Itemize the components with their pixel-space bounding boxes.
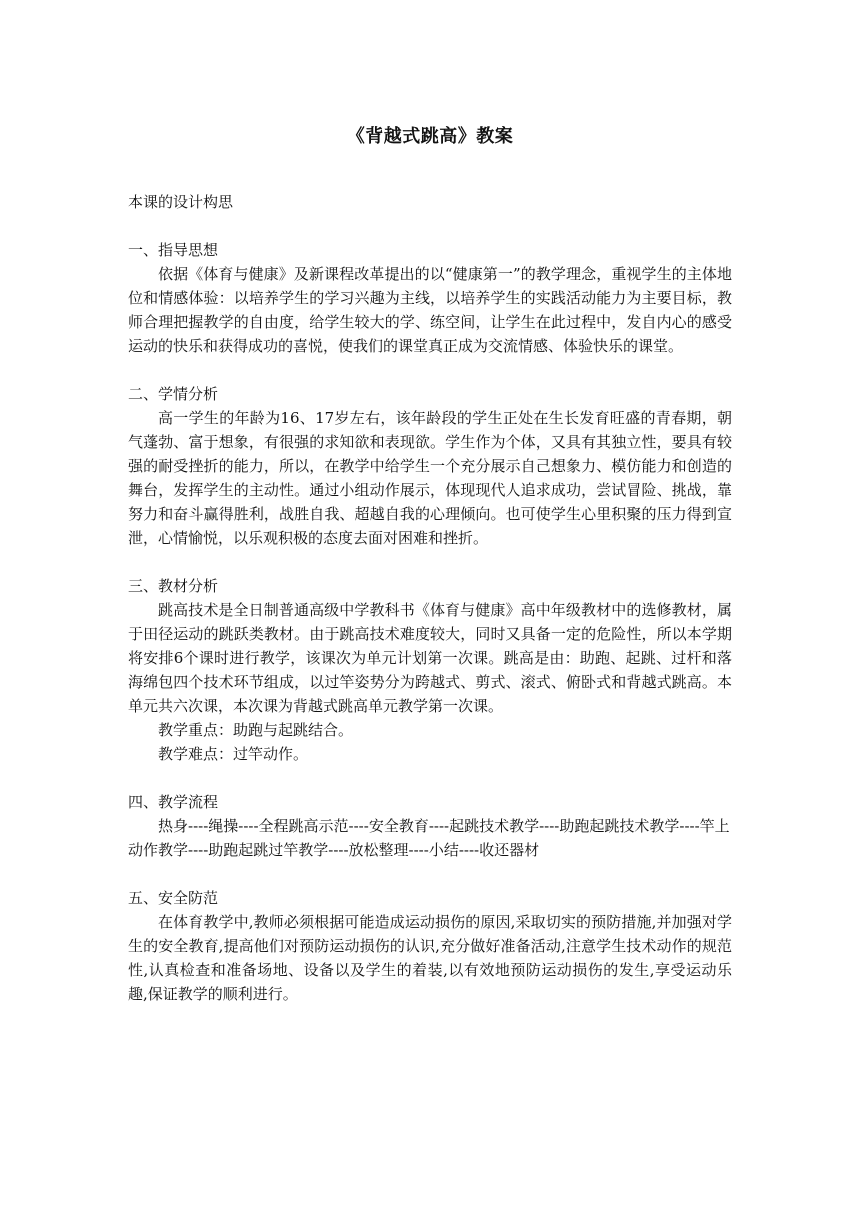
design-concept-heading: 本课的设计构思	[128, 193, 234, 211]
section-heading: 一、指导思想	[128, 241, 219, 259]
section-material-analysis	[128, 574, 732, 766]
document-body	[128, 122, 732, 1030]
section-paragraph: 高一学生的年龄为16、17岁左右，该年龄段的学生正处在生长发育旺盛的青春期，朝气蓬勃、富于想象，有很强的求知欲和表现欲。学生作为个体，又具有其独立性，要具有较强的耐受挫折的能力，所以，在教学中给学生一个充分展示自己想象力、模仿能力和创造的舞台，发挥学生的主动性。通过小组动作展示，体现现代人追求成功，尝试冒险、挑战，靠努力和奋斗赢得胜利，战胜自我、超越自我的心理倾向。也可使学生心里积聚的压力得到宣泄，心情愉悦，以乐观积极的态度去面对困难和挫折。	[128, 409, 732, 547]
teaching-flow: 热身----绳操----全程跳高示范----安全教育----起跳技术教学----助跑起跳技术教学----竿上动作教学----助跑起跳过竿教学----放松整理----小结----收还器材	[128, 817, 730, 859]
section-safety	[128, 886, 732, 1006]
section-heading: 五、安全防范	[128, 889, 219, 907]
section-heading: 四、教学流程	[128, 793, 219, 811]
section-heading: 二、学情分析	[128, 385, 219, 403]
section-paragraph: 跳高技术是全日制普通高级中学教科书《体育与健康》高中年级教材中的选修教材，属于田径运动的跳跃类教材。由于跳高技术难度较大，同时又具备一定的危险性，所以本学期将安排6个课时进行教学，该课次为单元计划第一次课。跳高是由：助跑、起跳、过杆和落海绵包四个技术环节组成，以过竿姿势分为跨越式、剪式、滚式、俯卧式和背越式跳高。本单元共六次课，本次课为背越式跳高单元教学第一次课。	[128, 601, 732, 715]
section-teaching-process	[128, 790, 732, 862]
section-guiding-ideology	[128, 238, 732, 358]
section-paragraph: 在体育教学中,教师必须根据可能造成运动损伤的原因,采取切实的预防措施,并加强对学生的安全教育,提高他们对预防运动损伤的认识,充分做好准备活动,注意学生技术动作的规范性,认真检查和准备场地、设备以及学生的着装,以有效地预防运动损伤的发生,享受运动乐趣,保证教学的顺利进行。	[128, 913, 732, 1003]
section-paragraph: 依据《体育与健康》及新课程改革提出的以“健康第一”的教学理念，重视学生的主体地位和情感体验：以培养学生的学习兴趣为主线，以培养学生的实践活动能力为主要目标，教师合理把握教学的自由度，给学生较大的学、练空间，让学生在此过程中，发自内心的感受运动的快乐和获得成功的喜悦，使我们的课堂真正成为交流情感、体验快乐的课堂。	[128, 265, 732, 355]
teaching-key-point: 教学重点：助跑与起跳结合。	[158, 721, 354, 739]
section-heading: 三、教材分析	[128, 577, 219, 595]
section-student-analysis	[128, 382, 732, 550]
teaching-difficulty: 教学难点：过竿动作。	[158, 745, 309, 763]
document-title: 《背越式跳高》教案	[346, 126, 514, 147]
